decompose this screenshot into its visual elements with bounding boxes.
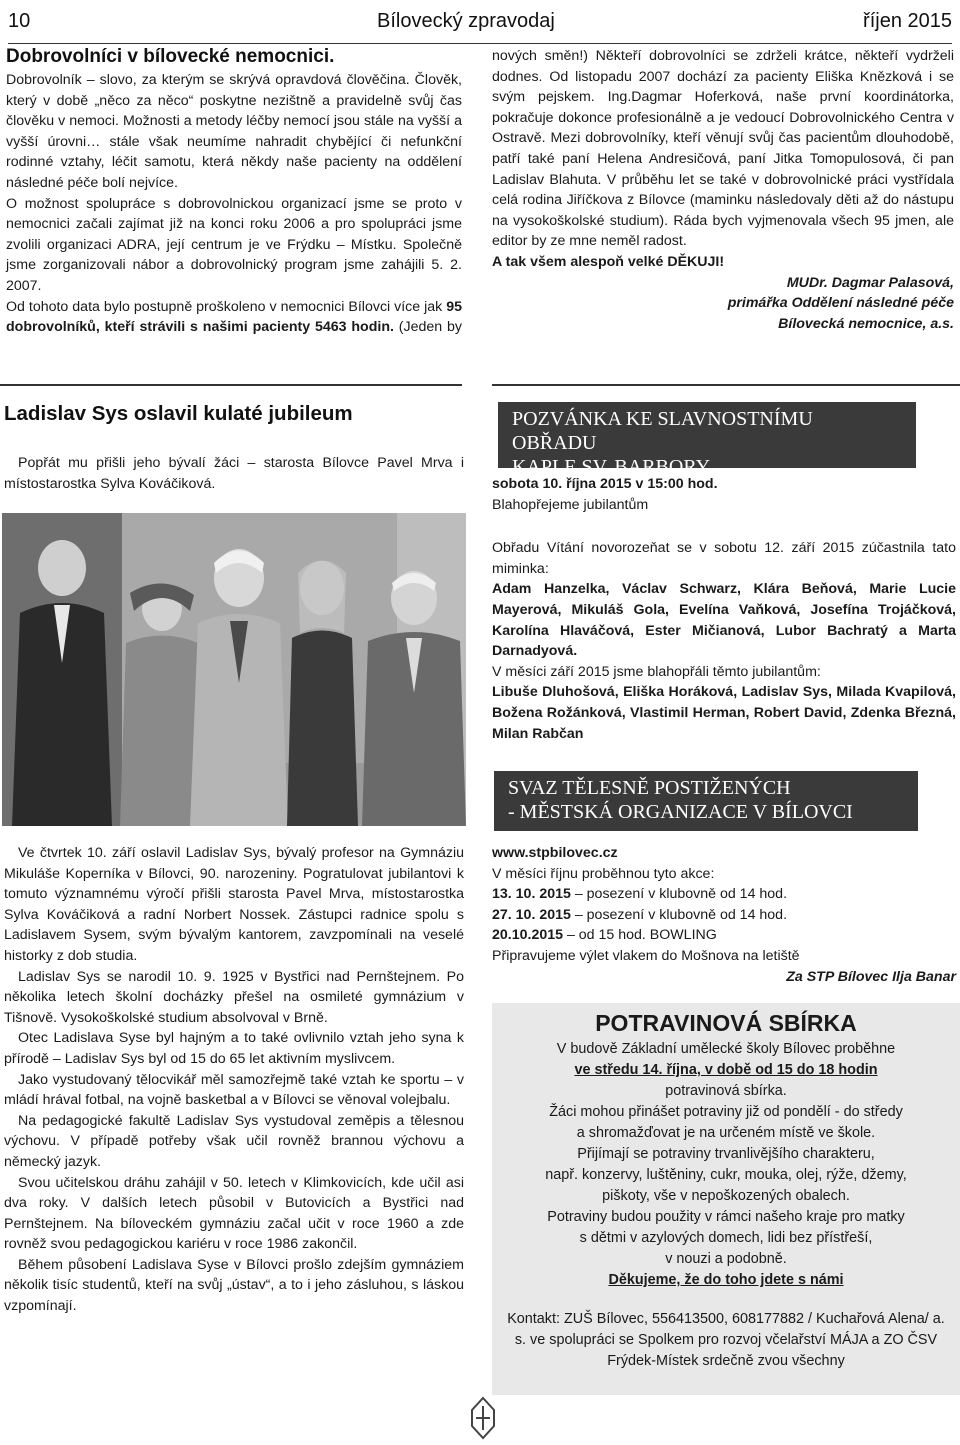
article-jubilee-head [4,402,464,494]
stp-section [492,843,956,987]
publication-name: Bílovecký zpravodaj [377,10,555,32]
food-title: POTRAVINOVÁ SBÍRKA [595,1010,857,1036]
group-photo [2,513,466,826]
food-date: ve středu 14. října, v době od 15 do 18 hodin [574,1062,878,1078]
logo-graphic [470,1396,496,1440]
header-rule [8,43,952,44]
issue-date: říjen 2015 [863,10,952,32]
food-line: V budově Základní umělecké školy Bílovec proběhne [556,1041,896,1057]
page-number: 10 [8,10,31,32]
article-paragraph [6,297,462,338]
article-volunteers-continued [492,46,954,334]
page-header [8,6,952,36]
article-lead: Popřát mu přišli jeho bývalí žáci – starosta Bílovce Pavel Mrva i místostarostka Sylva Kováčiková. [4,455,464,492]
stp-intro: V měsíci říjnu proběhnou tyto akce: [492,865,715,882]
article-volunteers [6,46,462,338]
banner-line: - MĚSTSKÁ ORGANIZACE V BÍLOVCI [508,801,853,823]
stp-event [492,925,956,946]
article-paragraph: O možnost spolupráce s dobrovolnickou organizací jsme se proto v nemocnici začali zajímat již na konci roku 2006 a pro spolupráci jsme zvolili organizaci ADRA, její centrum je ve Frýdku – Místku. Společně jsme zorganizovali nábor a dobrovolnický program jsme zahájili 5. 2. 2007. [6,195,462,294]
congrats-text: Blahopřejeme jubilantům [492,496,649,513]
signature-line: Bílovecká nemocnice, a.s. [778,315,954,332]
food-line: např. konzervy, luštěniny, cukr, mouka, olej, rýže, džemy, [545,1167,907,1183]
event-text: – od 15 hod. BOWLING [563,927,717,944]
stp-banner [494,771,918,831]
banner-line: SVAZ TĚLESNĚ POSTIŽENÝCH [508,777,791,799]
event-text: – posezení v klubovně od 14 hod. [570,906,788,923]
article-thanks: A tak všem alespoň velké DĚKUJI! [492,253,725,270]
ceremony-date: sobota 10. října 2015 v 15:00 hod. [492,476,718,492]
food-line: Přijímají se potraviny trvanlivějšího charakteru, [577,1146,875,1162]
food-contact: Kontakt: ZUŠ Bílovec, 556413500, 608177882 / Kuchařová Alena/ a. s. ve spolupráci se Spolkem pro rozvoj včelařství MÁJA a ZO ČSV Frýdek-Místek srdečně zvou všechny [507,1311,945,1369]
photo-illustration [2,513,466,826]
food-line: potravinová sbírka. [665,1083,787,1099]
banner-line: KAPLE SV. BARBORY [512,456,711,478]
jubilants-list: Libuše Dluhošová, Eliška Horáková, Ladislav Sys, Milada Kvapilová, Božena Rožánková, Vlastimil Herman, Robert David, Zdenka Březná, Milan Rabčan [492,684,956,742]
article-title: Dobrovolníci v bílovecké nemocnici. [6,46,335,67]
article-paragraph: Otec Ladislava Syse byl hajným a to také ovlivnilo vztah jeho syna k přírodě – Ladislav Sys byl od 15 do 65 let aktivním myslivcem. [4,1030,464,1067]
food-thanks: Děkujeme, že do toho jdete s námi [608,1272,844,1288]
text-run: Od tohoto data bylo postupně proškoleno v nemocnici Bílovci více jak [6,298,447,315]
article-jubilee-body [4,843,464,1317]
event-date: 20.10.2015 [492,927,564,944]
article-title: Ladislav Sys oslavil kulaté jubileum [4,402,353,425]
jubilants-intro: V měsíci září 2015 jsme blahopřáli těmto jubilantům: [492,663,821,680]
article-paragraph: Na pedagogické fakultě Ladislav Sys vystudoval zeměpis a tělesnou výchovu. V případě potřeby však učil rovněž brannou výchovu a německý jazyk. [4,1112,464,1170]
stp-event [492,905,956,926]
article-paragraph: Ladislav Sys se narodil 10. 9. 1925 v Bystřici nad Pernštejnem. Po několika letech školní docházky přešel na osmileté gymnázium v Tišnově. Vysokoškolské studium absolvoval v Brně. [4,968,464,1026]
article-paragraph: Svou učitelskou dráhu zahájil v 50. letech v Klimkovicích, kde učil asi dva roky. V dalších letech působil v Butovicích a Bystřici nad Pernštejnem. Na bíloveckém gymnáziu začal učit v roce 1960 a zde rovněž svou pedagogickou kariéru v roce 1986 zakončil. [4,1174,464,1253]
article-paragraph: Dobrovolník – slovo, za kterým se skrývá opravdová člověčina. Člověk, který v době „něco za něco“ poskytne nezištně a pravidelně svůj čas člověku v nemoci. Možnosti a metody léčby nemocí jsou stále na vyšší a vyšší úrovni… stále však neumíme nahradit chybějící či nefunkční rodinné vztahy, léčit samotu, která někdy naše pacienty na oddělení následné péče bolí nejvíce. [6,72,462,191]
article-paragraph: nových směn!) Někteří dobrovolníci se zdrželi krátce, někteří vydrželi dodnes. Od listopadu 2007 dochází za pacienty Eliška Knězková i se svým pejskem. Ing.Dagmar Hoferková, naše první koordinátorka, pokračuje dokonce profesionálně a je vedoucí Dobrovolnického Centra v Ostravě. Mezi dobrovolníky, kteří věnují svůj čas pacientům dlouhodobě, patří také paní Helena Andresičová, paní Jitka Tomopulosová, či pan Ladislav Blahuta. V průběhu let se také v dobrovolnické práci vystřídala celá rodina Jiříčkova z Bílovce (maminku následovaly děti až do nástupu na vysokoškolské studium). Ráda bych vyjmenovala všech 95 jmen, ale editor by ze mne neměl radost. [492,48,954,250]
stp-website: www.stpbilovec.cz [492,845,618,861]
section-divider [0,384,462,386]
signature-line: primářka Oddělení následné péče [727,295,954,312]
section-divider [492,384,960,386]
stp-signature: Za STP Bílovec Ilja Banar [786,968,956,985]
food-line: s dětmi v azylových domech, lidi bez přístřeší, [579,1230,873,1246]
welcome-text: Obřadu Vítání novorozeňat se v sobotu 12. září 2015 zúčastnila tato miminka: [492,540,956,577]
article-paragraph: Během působení Ladislava Syse v Bílovci prošlo zdejším gymnáziem několik tisíc studentů, kteří na svůj „ústav“, a to i jeho zásluhou, s láskou vzpomínají. [4,1256,464,1315]
text-run-bold: 95 dobrovolníků, kteří strávili s našimi pacienty 5463 hodin. [6,298,462,336]
event-date: 13. 10. 2015 [492,886,571,903]
food-line: a shromažďovat je na určeném místě ve škole. [576,1125,876,1141]
babies-list: Adam Hanzelka, Václav Schwarz, Klára Beňová, Marie Lucie Mayerová, Mikuláš Gola, Evelína Vaňková, Josefína Trojáčková, Karolína Hlaváčová, Ester Mičianová, Lubor Bachratý a Marta Darnadyová. [492,581,956,660]
food-line: Žáci mohou přinášet potraviny již od pondělí - do středy [549,1104,903,1120]
food-line: piškoty, vše v nepoškozených obalech. [602,1188,850,1204]
food-collection-box [492,1003,960,1395]
event-date: 27. 10. 2015 [492,906,571,923]
text-run: (Jeden by [398,319,462,336]
invite-section [492,474,956,744]
banner-line: POZVÁNKA KE SLAVNOSTNÍMU OBŘADU [512,408,813,454]
article-paragraph: Ve čtvrtek 10. září oslavil Ladislav Sys, bývalý profesor na Gymnáziu Mikuláše Koperníka v Bílovci, 90. narozeniny. Pogratulovat jubilantovi k tomuto významnému výročí přišli starosta Pavel Mrva, místostarostka Sylva Kováčiková a radní Norbert Nossek. Zástupci radnice spolu s Ladislavem Sysem, svým bývalým kantorem, zavzpomínali na veselé historky z dob studia. [4,845,464,964]
food-line: Potraviny budou použity v rámci našeho kraje pro matky [547,1209,905,1225]
event-text: – posezení v klubovně od 14 hod. [570,886,788,903]
food-line: v nouzi a podobně. [665,1251,787,1267]
article-paragraph: Jako vystudovaný tělocvikář měl samozřejmě také vztah ke sportu – v mládí hrával fotbal, na vojně basketbal a v Bílovci se věnoval volejbalu. [4,1071,464,1109]
signature-line: MUDr. Dagmar Palasová, [786,274,954,291]
town-logo-icon [470,1396,496,1440]
stp-event [492,884,956,905]
stp-trip: Připravujeme výlet vlakem do Mošnova na letiště [492,947,800,964]
invite-banner [498,402,916,478]
